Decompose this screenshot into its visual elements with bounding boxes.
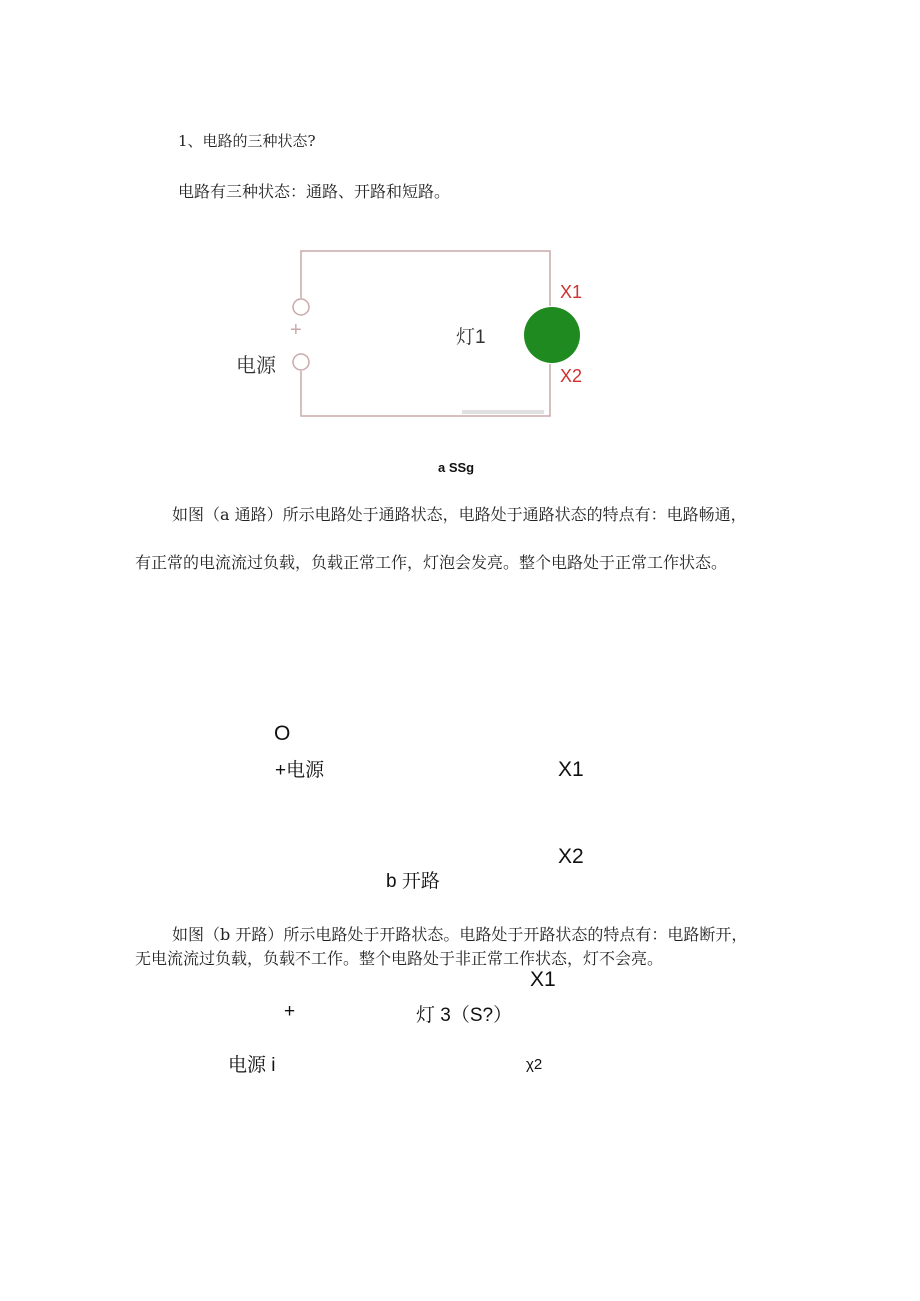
x1-label-a: X1 xyxy=(560,282,583,302)
intro-text: 电路有三种状态：通路、开路和短路。 xyxy=(178,182,451,201)
x2-label-b: X2 xyxy=(558,845,584,868)
x2-label-c: χ2 xyxy=(526,1056,543,1073)
paragraph-a-line2: 有正常的电流流过负载，负载正常工作，灯泡会发亮。整个电路处于正常工作状态。 xyxy=(135,553,728,572)
plus-sign-c: + xyxy=(284,1001,296,1022)
terminal-label-b: O xyxy=(274,722,291,745)
lamp-label-c: 灯 3（S?） xyxy=(416,1005,513,1026)
terminal-top xyxy=(293,299,309,315)
circuit-diagram-a xyxy=(232,246,594,424)
power-label-c: 电源 i xyxy=(228,1055,276,1076)
caption-a: a SSg xyxy=(438,460,475,475)
power-label-a: 电源 xyxy=(236,355,276,377)
paragraph-a-line1: 如图（a 通路）所示电路处于通路状态，电路处于通路状态的特点有：电路畅通， xyxy=(172,505,747,524)
plus-sign: + xyxy=(290,319,302,341)
wire-a-bottom xyxy=(301,364,550,416)
x1-label-b: X1 xyxy=(558,758,584,781)
caption-b: b 开路 xyxy=(386,871,440,892)
paragraph-b-line2: 无电流流过负载，负载不工作。整个电路处于非正常工作状态，灯不会亮。 xyxy=(135,949,664,968)
lamp-a-icon xyxy=(524,307,580,363)
power-label-b: +电源 xyxy=(275,760,325,781)
lamp-label-a: 灯1 xyxy=(456,327,486,348)
x2-label-a: X2 xyxy=(560,366,583,386)
section-heading: 1、电路的三种状态? xyxy=(178,132,316,150)
x1-label-c: X1 xyxy=(530,968,556,991)
terminal-bottom xyxy=(293,354,309,370)
circuit-wires-a xyxy=(232,246,594,424)
wire-a xyxy=(301,251,550,306)
paragraph-b-line1: 如图（b 开路）所示电路处于开路状态。电路处于开路状态的特点有：电路断开， xyxy=(172,925,748,944)
